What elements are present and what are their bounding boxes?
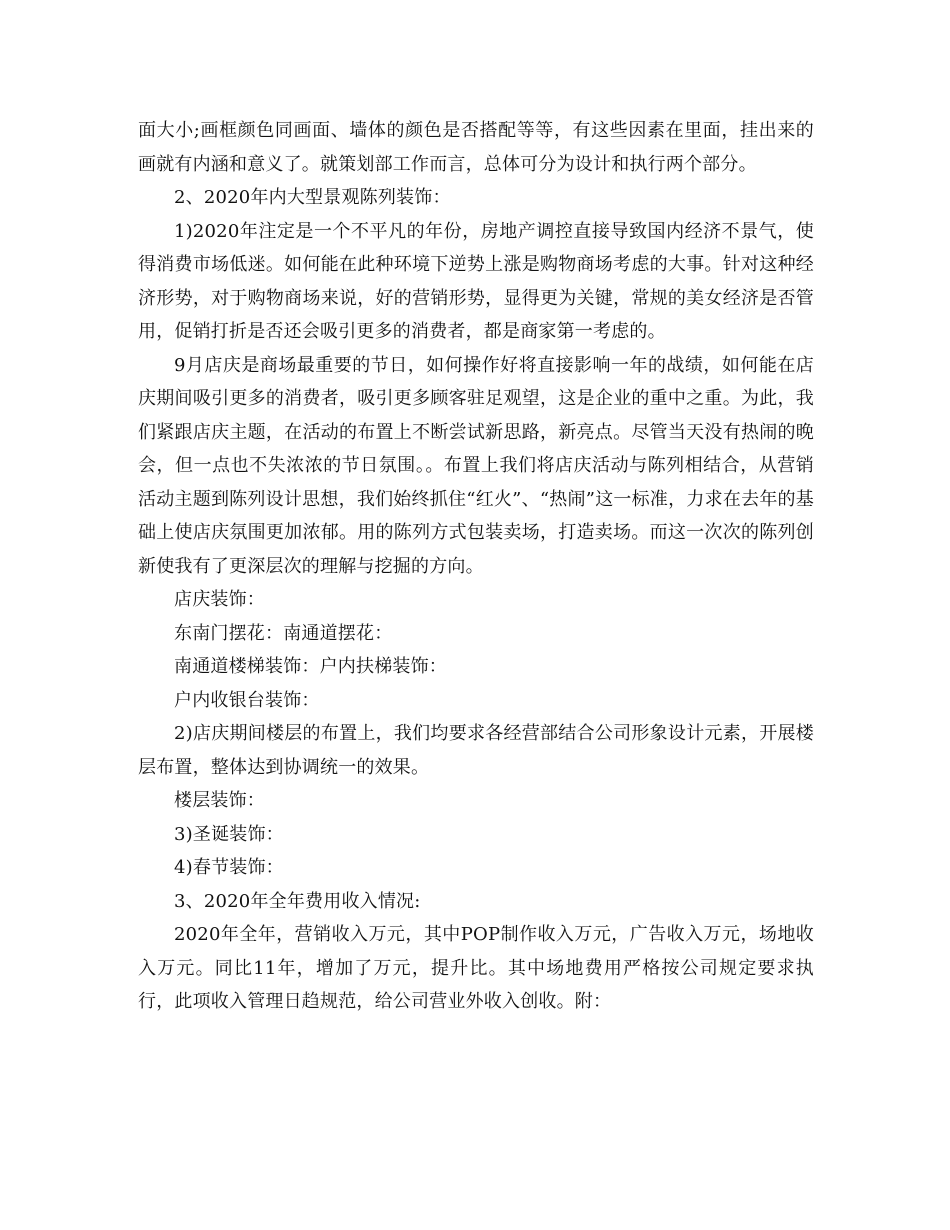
- paragraph-annual-income: 2020年全年，营销收入万元，其中POP制作收入万元，广告收入万元，场地收入万元。同比11年，增加了万元，提升比。其中场地费用严格按公司规定要求执行，此项收入管理日趋规范，给公司营业外收入创收。附：: [138, 924, 814, 1012]
- label-christmas-decoration: 3)圣诞装饰：: [174, 823, 284, 845]
- label-anniversary-decoration: 店庆装饰：: [174, 589, 265, 610]
- paragraph-item-2: 2)店庆期间楼层的布置上，我们均要求各经营部结合公司形象设计元素，开展楼层布置，整体达到协调统一的效果。: [138, 723, 814, 778]
- paragraph-continued-intro: 面大小;画框颜色同画面、墙体的颜色是否搭配等等，有这些因素在里面，挂出来的画就有内涵和意义了。就策划部工作而言，总体可分为设计和执行两个部分。: [138, 120, 814, 175]
- document-body: [138, 114, 814, 1019]
- heading-section-3: 3、2020年全年费用收入情况:: [174, 890, 421, 912]
- paragraph-store-anniversary: 9月店庆是商场最重要的节日，如何操作好将直接影响一年的战绩，如何能在店庆期间吸引更多的消费者，吸引更多顾客驻足观望，这是企业的重中之重。为此，我们紧跟店庆主题，在活动的布置上不断尝试新思路，新亮点。尽管当天没有热闹的晚会，但一点也不失浓浓的节日氛围。。布置上我们将店庆活动与陈列相结合，从营销活动主题到陈列设计思想，我们始终抓住“红火”、“热闹”这一标准，力求在去年的基础上使店庆氛围更加浓郁。用的陈列方式包装卖场，打造卖场。而这一次次的陈列创新使我有了更深层次的理解与挖掘的方向。: [138, 354, 814, 577]
- label-southeast-gate-flowers: 东南门摆花：南通道摆花：: [174, 622, 393, 644]
- label-stair-escalator-decoration: 南通道楼梯装饰：户内扶梯装饰：: [174, 656, 447, 677]
- paragraph-item-1: 1)2020年注定是一个不平凡的年份，房地产调控直接导致国内经济不景气，使得消费市场低迷。如何能在此种环境下逆势上涨是购物商场考虑的大事。针对这种经济形势，对于购物商场来说，好的营销形势，显得更为关键，常规的美女经济是否管用，促销打折是否还会吸引更多的消费者，都是商家第一考虑的。: [138, 220, 814, 342]
- heading-section-2: 2、2020年内大型景观陈列装饰：: [174, 187, 451, 208]
- label-spring-festival-decoration: 4)春节装饰：: [174, 857, 284, 878]
- label-floor-decoration: 楼层装饰：: [174, 790, 265, 811]
- label-cashier-decoration: 户内收银台装饰：: [174, 689, 320, 711]
